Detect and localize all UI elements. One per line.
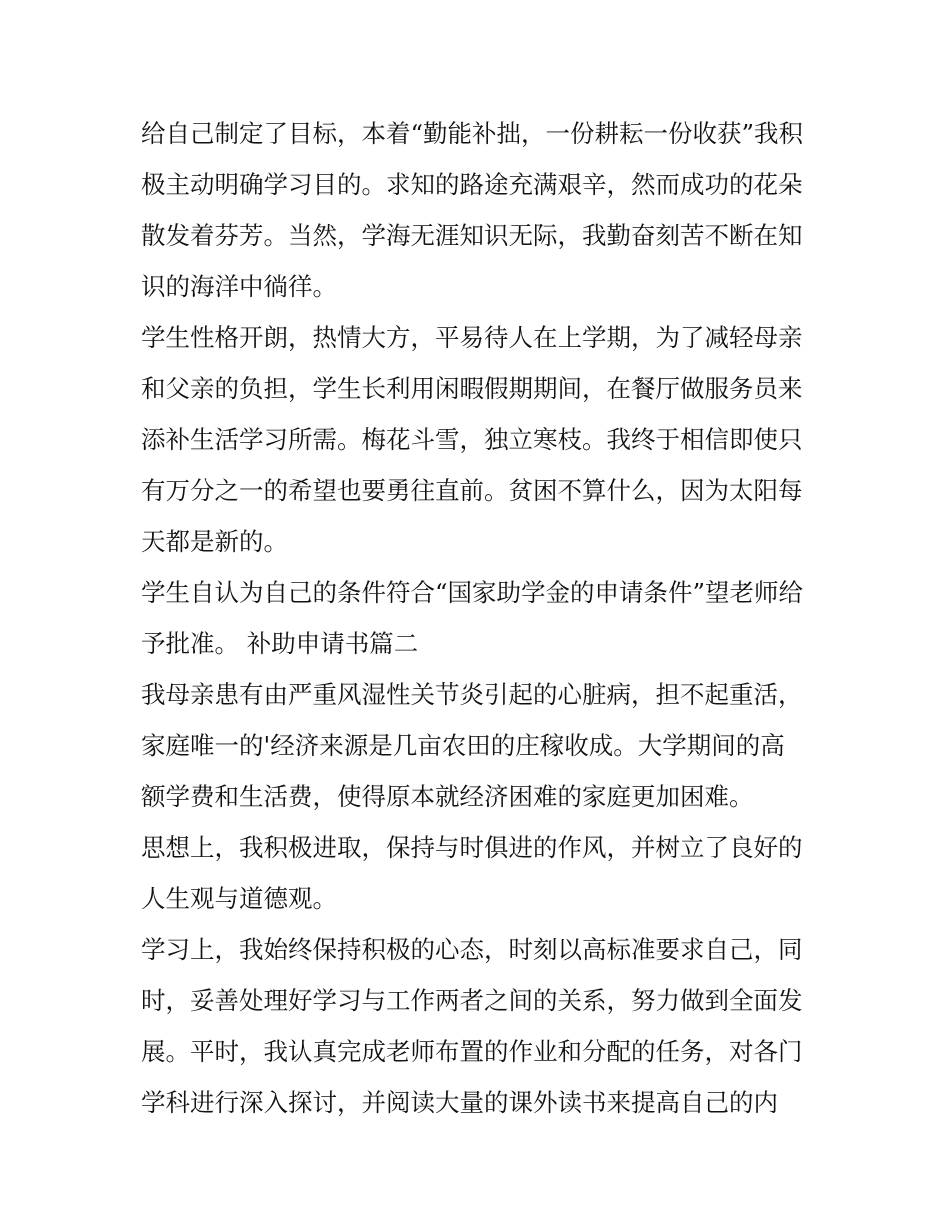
text-line: 展。平时，我认真完成老师布置的作业和分配的任务，对各门 — [141, 1037, 803, 1066]
text-line: 人生观与道德观。 — [141, 884, 337, 913]
text-line: 散发着芬芳。当然，学海无涯知识无际，我勤奋刻苦不断在知 — [141, 221, 803, 250]
text-line: 予批准。 补助申请书篇二 — [141, 629, 419, 658]
text-line: 学习上，我始终保持积极的心态，时刻以高标准要求自己，同 — [141, 935, 803, 964]
text-line: 时，妥善处理好学习与工作两者之间的关系，努力做到全面发 — [141, 986, 803, 1015]
text-line: 极主动明确学习目的。求知的路途充满艰辛，然而成功的花朵 — [141, 170, 803, 199]
text-line: 思想上，我积极进取，保持与时俱进的作风，并树立了良好的 — [141, 833, 803, 862]
text-line: 有万分之一的希望也要勇往直前。贫困不算什么，因为太阳每 — [141, 476, 803, 505]
text-line: 家庭唯一的'经济来源是几亩农田的庄稼收成。大学期间的高 — [141, 731, 785, 760]
text-line: 添补生活学习所需。梅花斗雪，独立寒枝。我终于相信即使只 — [141, 425, 803, 454]
text-line: 学生性格开朗，热情大方，平易待人在上学期，为了减轻母亲 — [141, 323, 803, 352]
text-line: 学生自认为自己的条件符合“国家助学金的申请条件”望老师给 — [141, 578, 804, 607]
text-line: 和父亲的负担，学生长利用闲暇假期期间，在餐厅做服务员来 — [141, 374, 803, 403]
text-line: 学科进行深入探讨，并阅读大量的课外读书来提高自己的内 — [141, 1088, 778, 1117]
text-line: 额学费和生活费，使得原本就经济困难的家庭更加困难。 — [141, 782, 754, 811]
text-line: 我母亲患有由严重风湿性关节炎引起的心脏病，担不起重活， — [141, 680, 803, 709]
document-body — [141, 108, 821, 1128]
text-line: 给自己制定了目标，本着“勤能补拙，一份耕耘一份收获”我积 — [141, 119, 804, 148]
text-line: 识的海洋中徜徉。 — [141, 272, 337, 301]
text-line: 天都是新的。 — [141, 527, 288, 556]
